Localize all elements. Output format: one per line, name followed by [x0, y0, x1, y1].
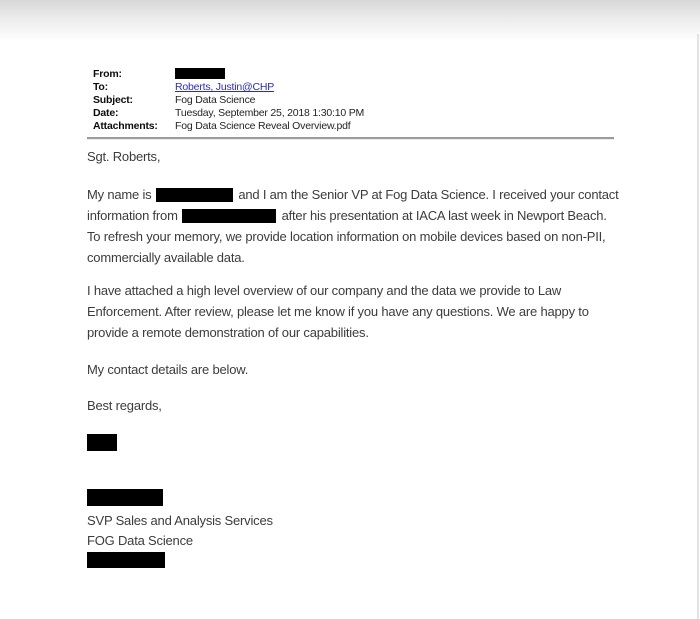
paragraph-2-line-3: provide a remote demonstration of our capabilities.: [87, 325, 369, 340]
from-value: [175, 68, 225, 81]
header-row-subject: [87, 94, 614, 107]
signature-company: FOG Data Science: [87, 533, 193, 548]
body-paragraph-3: My contact details are below.: [87, 362, 249, 377]
header-row-attachments: [87, 120, 614, 133]
page-top-shadow-gradient: [0, 0, 700, 42]
redaction-box-signature-name: [87, 434, 117, 451]
text-segment: My name is: [87, 187, 152, 202]
from-label: From:: [93, 68, 122, 80]
recipient-link[interactable]: Roberts, Justin@CHP: [175, 81, 275, 93]
signature-block: [87, 434, 614, 568]
paragraph-2-line-2: Enforcement. After review, please let me know if you have any questions. We are happy to: [87, 304, 589, 319]
page-right-edge-line: [697, 34, 699, 619]
paragraph-1-line-3: To refresh your memory, we provide location information on mobile devices based on non-PII,: [87, 229, 606, 244]
text-segment: information from: [87, 208, 178, 223]
signature-title: SVP Sales and Analysis Services: [87, 513, 273, 528]
redaction-box-contact-name: [87, 489, 163, 506]
paragraph-1-line-2: [87, 205, 614, 226]
text-segment: after his presentation at IACA last week in Newport Beach.: [281, 208, 607, 223]
body-paragraph-1: [87, 184, 619, 268]
redaction-box-presenter-name: [182, 209, 276, 223]
paragraph-1-line-1: [87, 184, 619, 205]
subject-value: Fog Data Science: [175, 94, 256, 106]
paragraph-1-line-4: commercially available data.: [87, 250, 245, 265]
attachment-filename: Fog Data Science Reveal Overview.pdf: [175, 120, 351, 132]
paragraph-2-line-1: I have attached a high level overview of our company and the data we provide to Law: [87, 283, 562, 298]
redaction-box-phone: [87, 552, 165, 568]
header-row-from: [87, 68, 614, 81]
body-paragraph-2: [87, 280, 614, 343]
redaction-box-from: [175, 68, 225, 79]
email-body: [87, 139, 619, 568]
attachments-label: Attachments:: [93, 120, 158, 132]
text-segment: and I am the Senior VP at Fog Data Science. I received your contact: [238, 187, 619, 202]
salutation: Sgt. Roberts,: [87, 149, 161, 164]
email-header: [87, 68, 614, 139]
closing-line: Best regards,: [87, 398, 162, 413]
date-label: Date:: [93, 107, 119, 119]
date-value: Tuesday, September 25, 2018 1:30:10 PM: [175, 107, 365, 119]
redaction-box-sender-name: [156, 188, 233, 202]
header-row-to: [87, 81, 614, 94]
subject-label: Subject:: [93, 94, 133, 106]
to-label: To:: [93, 81, 108, 93]
header-row-date: [87, 107, 614, 120]
email-document: [87, 64, 619, 568]
